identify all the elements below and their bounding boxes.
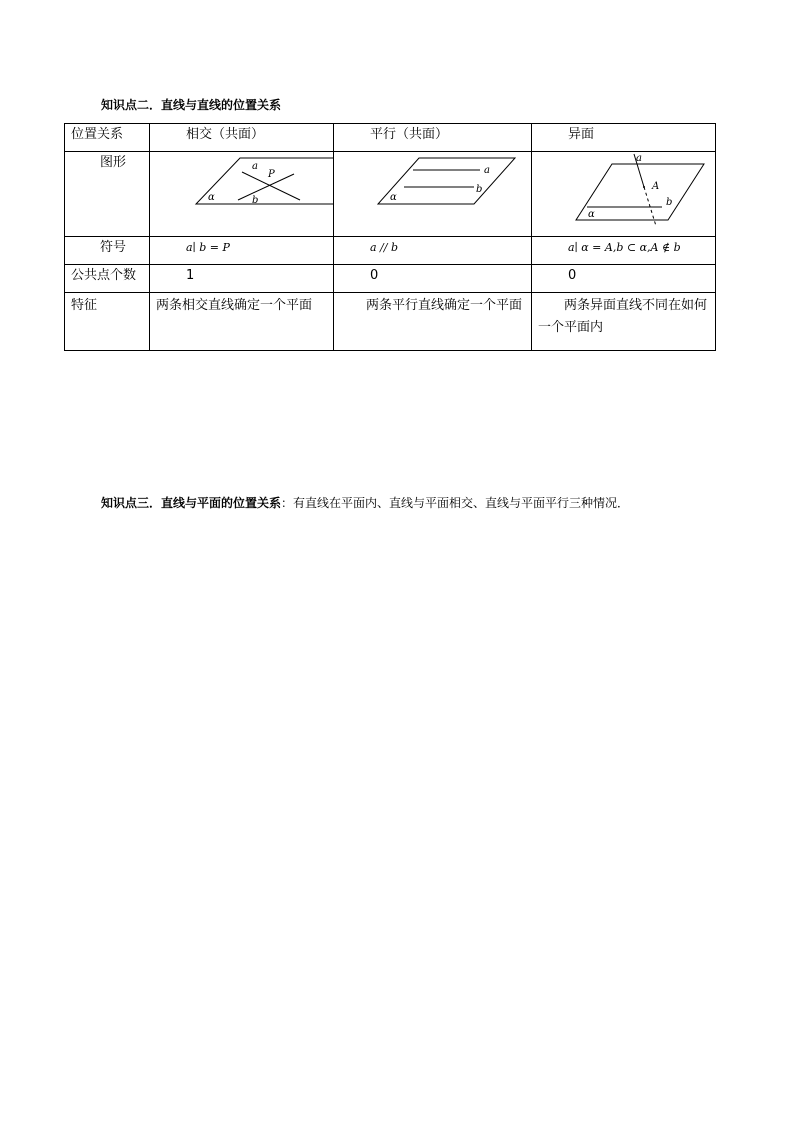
line-a-label: a [484, 165, 490, 176]
feature-intersect: 两条相交直线确定一个平面 [150, 293, 334, 351]
plane-alpha-shape [196, 158, 334, 204]
header-position-relation: 位置关系 [65, 124, 150, 152]
line-b-label: b [666, 197, 673, 208]
section-3-heading [101, 496, 629, 510]
line-b-shape [238, 174, 294, 200]
common-point-count-row [65, 265, 716, 293]
section-2-heading [101, 98, 281, 112]
line-b-label: b [252, 195, 259, 206]
plane-alpha-label: α [588, 209, 595, 220]
intersecting-lines-figure [150, 152, 334, 236]
point-a-dot [643, 186, 645, 188]
line-b-label: b [476, 184, 483, 195]
symbol-skew: a∣ α = A,b ⊂ α,A ∉ b [532, 237, 716, 265]
count-row-label: 公共点个数 [65, 265, 150, 293]
symbol-row [65, 237, 716, 265]
point-p-label: P [268, 169, 275, 180]
line-relations-table [64, 123, 716, 351]
point-a-label: A [652, 181, 660, 192]
plane-alpha-label: α [390, 192, 397, 203]
figure-row-label: 图形 [65, 152, 150, 237]
count-skew: 0 [532, 265, 716, 293]
symbol-parallel: a // b [334, 237, 532, 265]
plane-alpha-label: α [208, 192, 215, 203]
parallel-lines-figure [334, 152, 532, 236]
section-3-title: 知识点三．直线与平面的位置关系 [101, 496, 282, 510]
line-a-label: a [636, 153, 642, 164]
header-parallel: 平行（共面） [334, 124, 532, 152]
count-intersect: 1 [150, 265, 334, 293]
table-header-row [65, 124, 716, 152]
feature-row [65, 293, 716, 351]
skew-lines-figure [532, 152, 716, 236]
line-a-label: a [252, 161, 258, 172]
feature-row-label: 特征 [65, 293, 150, 351]
feature-parallel: 两条平行直线确定一个平面 [334, 293, 532, 351]
figure-row [65, 152, 716, 237]
figure-skew-cell [532, 152, 716, 237]
count-parallel: 0 [334, 265, 532, 293]
figure-intersect-cell [150, 152, 334, 237]
symbol-row-label: 符号 [65, 237, 150, 265]
plane-alpha-shape [378, 158, 515, 204]
section-3-body: ：有直线在平面内、直线与平面相交、直线与平面平行三种情况． [281, 496, 630, 510]
figure-parallel-cell [334, 152, 532, 237]
header-intersect: 相交（共面） [150, 124, 334, 152]
symbol-intersect: a∣ b = P [150, 237, 334, 265]
header-skew: 异面 [532, 124, 716, 152]
section-2-title: 知识点二．直线与直线的位置关系 [101, 98, 282, 112]
feature-skew: 两条异面直线不同在如何一个平面内 [532, 293, 716, 351]
